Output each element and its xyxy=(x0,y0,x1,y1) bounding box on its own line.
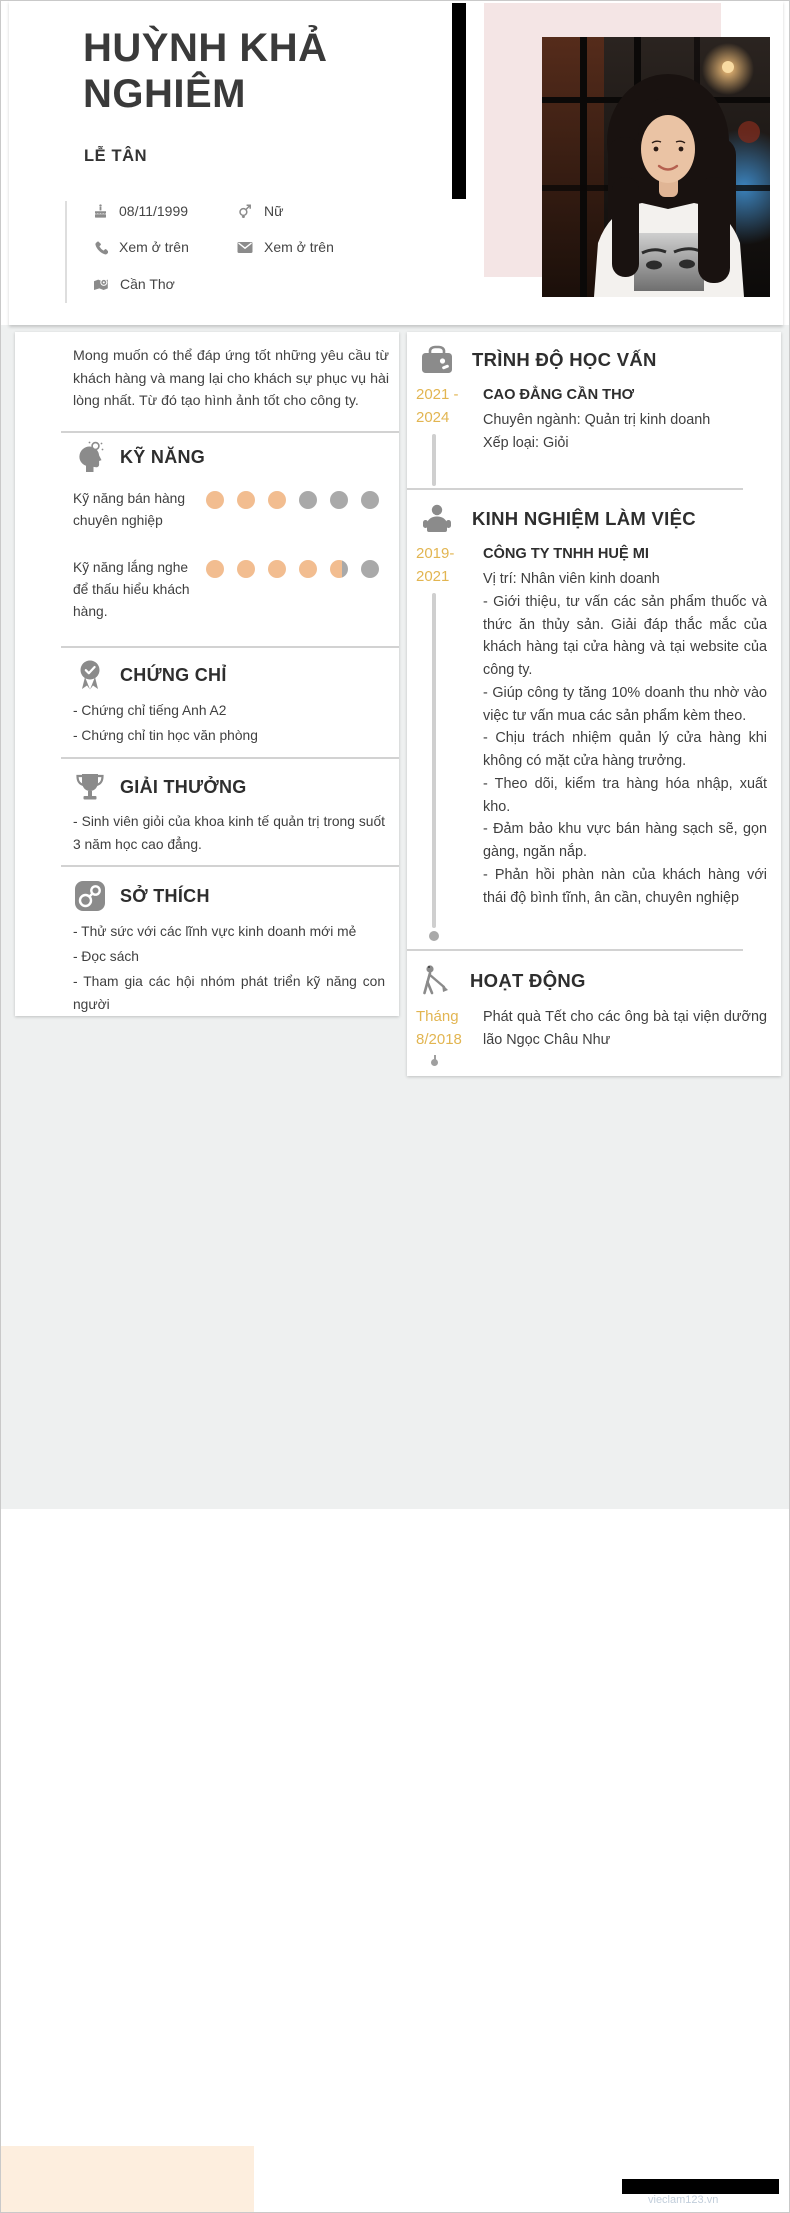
experience-detail: - Giúp công ty tăng 10% doanh thu nhờ vào việc tư vấn mua các sản phẩm kèm theo. xyxy=(483,684,767,724)
activities-section xyxy=(407,952,781,1052)
education-title: TRÌNH ĐỘ HỌC VẤN xyxy=(472,349,657,370)
gender-icon xyxy=(237,203,253,219)
experience-detail: - Đảm bảo khu vực bán hàng sạch sẽ, gọn gàng, ngăn nắp. xyxy=(483,821,767,861)
skill-level-dot xyxy=(237,560,255,578)
next-template-preview-block xyxy=(1,2146,254,2213)
birthday-value: 08/11/1999 xyxy=(119,203,189,219)
activity-detail: Phát quà Tết cho các ông bà tại viện dưỡng lão Ngọc Châu Như xyxy=(483,1009,767,1048)
profile-photo xyxy=(542,37,770,297)
experience-title: KINH NGHIỆM LÀM VIỆC xyxy=(472,508,696,529)
section-divider xyxy=(407,488,743,490)
timeline-end-dot xyxy=(431,1059,438,1066)
education-detail: Chuyên ngành: Quản trị kinh doanh xyxy=(483,412,711,429)
skills-title: KỸ NĂNG xyxy=(120,446,206,467)
left-column-card xyxy=(15,332,399,1016)
skills-section xyxy=(15,440,399,623)
skill-level-dot xyxy=(361,560,379,578)
certificates-title: CHỨNG CHỈ xyxy=(120,664,227,685)
address-value: Cần Thơ xyxy=(120,276,175,292)
education-content xyxy=(483,384,781,455)
skill-level-dot xyxy=(330,491,348,509)
skill-level-dot xyxy=(361,491,379,509)
section-divider xyxy=(61,865,399,867)
certificates-section xyxy=(15,652,399,750)
contact-email xyxy=(237,239,334,255)
activities-period xyxy=(407,1006,483,1052)
activities-content xyxy=(483,1006,781,1052)
certificate-badge-icon xyxy=(73,658,107,692)
decorative-black-bar xyxy=(452,3,466,199)
cv-header-section xyxy=(9,1,783,325)
contact-birthday xyxy=(93,203,188,219)
period-line: 8/2018 xyxy=(416,1030,462,1048)
period-line: Tháng xyxy=(416,1008,459,1025)
section-divider xyxy=(61,757,399,759)
candidate-name: HUỲNH KHẢ NGHIÊM xyxy=(83,26,328,117)
experience-period xyxy=(407,543,483,909)
hobby-item: - Thử sức với các lĩnh vực kinh doanh mới mẻ xyxy=(73,924,357,939)
job-title: LỄ TÂN xyxy=(84,147,148,165)
skill-level-dots xyxy=(206,560,379,623)
certificates-list xyxy=(15,692,399,748)
education-period xyxy=(407,384,483,455)
contact-gender xyxy=(237,203,283,219)
hobbies-section xyxy=(15,871,399,1019)
skill-level-dot xyxy=(237,491,255,509)
experience-detail: - Giới thiệu, tư vấn các sản phẩm thuốc và thức ăn thủy sản. Giải đáp thắc mắc của khách hàng tại cửa hàng và tại website của công ty. xyxy=(483,593,767,679)
hobbies-steam-icon xyxy=(73,879,107,913)
experience-detail: - Chịu trách nhiệm quản lý cửa hàng khi không có mặt cửa hàng trưởng. xyxy=(483,730,767,770)
right-column-card xyxy=(407,332,781,1076)
experience-section xyxy=(407,491,781,909)
education-section xyxy=(407,332,781,455)
education-detail: Xếp loại: Giỏi xyxy=(483,434,569,451)
email-value: Xem ở trên xyxy=(264,239,334,255)
skill-level-dot xyxy=(268,491,286,509)
phone-value: Xem ở trên xyxy=(119,239,189,255)
experience-content xyxy=(483,543,781,909)
skill-level-dot xyxy=(206,491,224,509)
hobbies-list xyxy=(15,913,399,1017)
award-item: - Sinh viên giỏi của khoa kinh tế quản trị trong suốt 3 năm học cao đẳng. xyxy=(73,814,385,852)
skill-level-dot xyxy=(299,491,317,509)
awards-title: GIẢI THƯỞNG xyxy=(120,776,247,797)
skill-level-dot xyxy=(206,560,224,578)
skill-item xyxy=(15,557,399,623)
timeline-line xyxy=(432,593,436,928)
birthday-cake-icon xyxy=(93,204,108,219)
location-map-icon xyxy=(93,277,109,292)
experience-detail: - Phản hồi phàn nàn của khách hàng với thái độ bình tĩnh, ân cần, chuyên nghiệp xyxy=(483,866,767,906)
experience-detail: Vị trí: Nhân viên kinh doanh xyxy=(483,571,660,588)
skill-level-dots xyxy=(206,491,379,532)
section-divider xyxy=(61,646,399,648)
hobby-item: - Đọc sách xyxy=(73,948,139,964)
activity-digger-icon xyxy=(418,963,454,999)
career-objective-section xyxy=(15,332,399,413)
school-name: CAO ĐẲNG CẦN THƠ xyxy=(483,387,635,403)
career-objective-text: Mong muốn có thể đáp ứng tốt những yêu cầu từ khách hàng và mang lại cho khách sự phục vụ hài lòng nhất. Từ đó tạo hình ảnh tốt cho công ty. xyxy=(73,348,389,410)
skill-level-dot xyxy=(299,560,317,578)
hobby-item: - Tham gia các hội nhóm phát triển kỹ năng con người xyxy=(73,973,385,1012)
hobbies-title: SỞ THÍCH xyxy=(120,885,210,906)
education-bag-icon xyxy=(418,343,456,377)
timeline-end-dot xyxy=(429,931,439,941)
activities-title: HOẠT ĐỘNG xyxy=(470,970,586,991)
footer-black-bar xyxy=(622,2179,779,2194)
contact-divider-line xyxy=(65,201,67,303)
mail-icon xyxy=(237,241,253,254)
skill-level-dot xyxy=(330,560,348,578)
section-divider xyxy=(407,949,743,951)
experience-detail: - Theo dõi, kiểm tra hàng hóa nhập, xuất kho. xyxy=(483,775,767,815)
period-line: 2019- xyxy=(416,545,455,562)
skill-label: Kỹ năng bán hàng chuyên nghiệp xyxy=(73,491,186,529)
gender-value: Nữ xyxy=(264,203,284,219)
skill-level-dot xyxy=(268,560,286,578)
skill-item xyxy=(15,488,399,532)
timeline-line xyxy=(432,434,436,486)
awards-list xyxy=(15,803,399,857)
period-line: 2021 xyxy=(416,567,450,585)
certificate-item: - Chứng chỉ tiếng Anh A2 xyxy=(73,703,227,718)
site-watermark: vieclam123.vn xyxy=(648,2194,719,2206)
phone-icon xyxy=(93,240,108,255)
certificate-item: - Chứng chỉ tin học văn phòng xyxy=(73,727,258,743)
company-name: CÔNG TY TNHH HUỆ MI xyxy=(483,546,649,562)
contact-address xyxy=(93,276,175,292)
contact-phone xyxy=(93,239,189,255)
experience-person-icon xyxy=(418,502,456,536)
trophy-icon xyxy=(73,771,107,803)
period-line: 2024 xyxy=(416,408,450,426)
period-line: 2021 - xyxy=(416,386,459,403)
skills-head-icon xyxy=(73,440,107,474)
section-divider xyxy=(61,431,399,433)
awards-section xyxy=(15,763,399,859)
skill-label: Kỹ năng lắng nghe để thấu hiểu khách hàng. xyxy=(73,560,190,620)
